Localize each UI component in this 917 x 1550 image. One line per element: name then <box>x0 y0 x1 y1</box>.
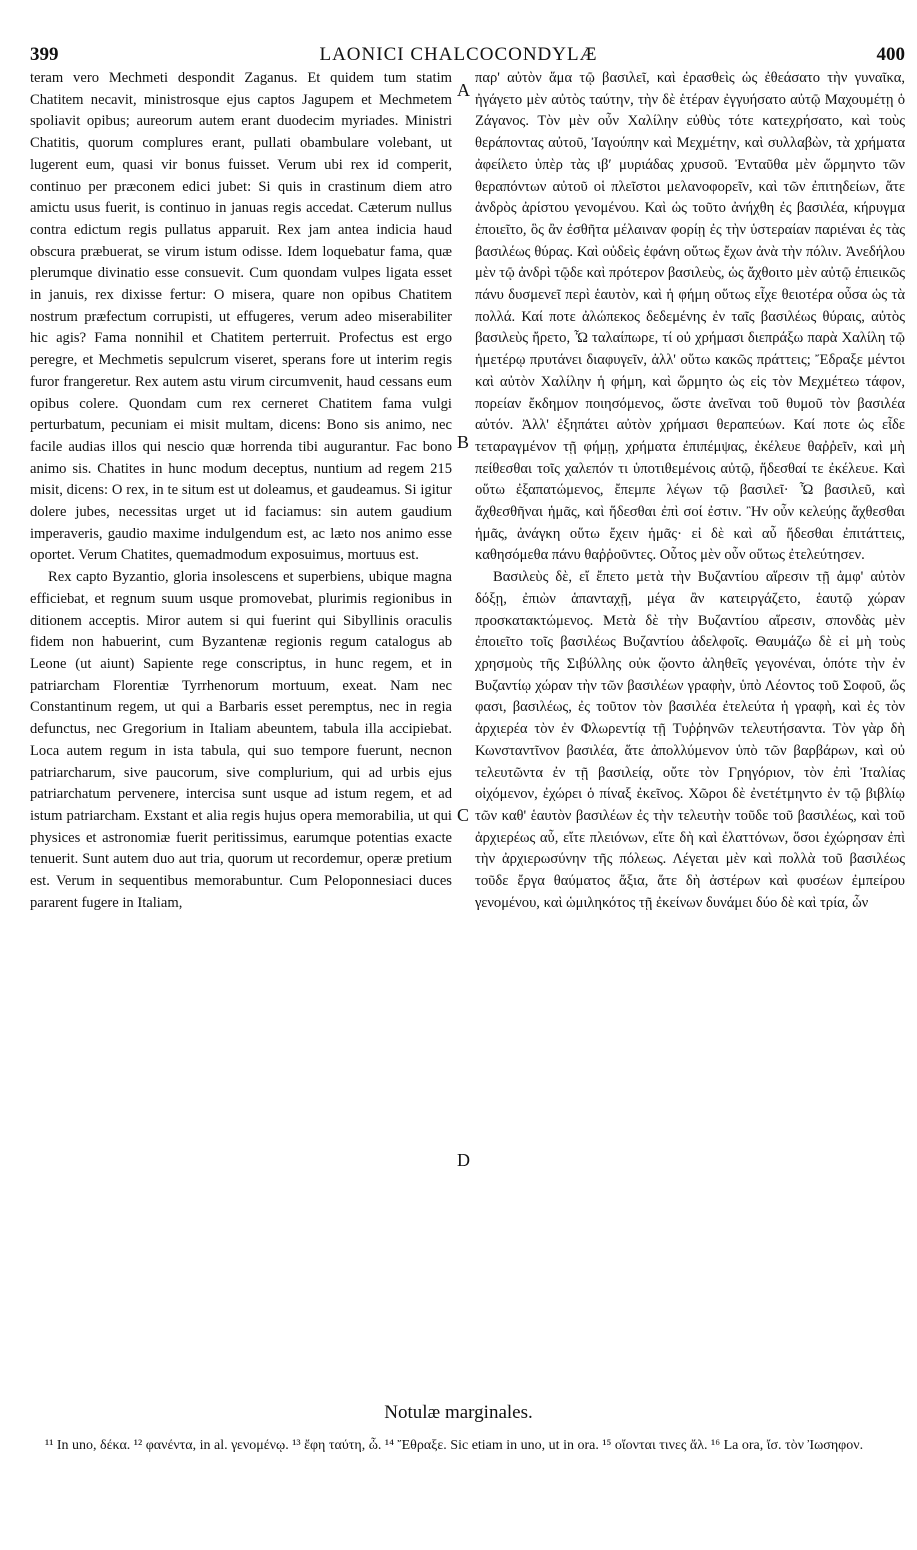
greek-paragraph: παρ' αὐτὸν ἅμα τῷ βασιλεῖ, καὶ ἐρασθεὶς ὡς ἐθεάσατο τὴν γυναῖκα, ἠγάγετο μὲν αὐτὸς ταύτην, τὴν δὲ ἑτέραν ἐγγυήσατο αὐτῷ Μαχουμέτῃ ὁ Ζάγανος. Τὸν μὲν οὖν Χαλίλην εὐθὺς τότε κατεχρήσατο, καὶ τοὺς θεράποντας αὐτοῦ, Ἰαγούπην καὶ Μεχμέτην, καὶ συλλαβὼν, τὰ χρήματα ἀφείλετο ὑπὲρ τὰς ιβʹ μυριάδας χρυσοῦ. Ἐνταῦθα μὲν ὥρμηντο τῶν θεραπόντων αὐτοῦ οἱ πλεῖστοι μελανοφορεῖν, καὶ τῶν ἐπιτηδείων, ἅτε ἀνδρὸς ἀρίστου γενομένου. Καὶ ὡς τοῦτο ἀνήχθη ἐς βασιλέα, κήρυγμα ἐποιεῖτο, ὃς ἂν ἐσθῆτα μέλαιναν φορίῃ ἐς τὴν ὑστεραίαν παριέναι ἐς τὰς βασιλέως θύρας. Καὶ οὐδεὶς ἐφάνη οὕτως ἔχων ἀνὰ τὴν πόλιν. Ἀνεδήλου μὲν τῷ ἀνδρὶ τῷδε καὶ πρότερον βασιλεὺς, ὡς ἄχθοιτο μὲν αὐτῷ ἐπιεικῶς πάνυ δυσμενεῖ περὶ ἑαυτὸν, καὶ ἡ φήμη οὕτως εἶχε θειοτέρα οὖσα ὡς τὰ πολλά. Καί ποτε ἀλώπεκος δεδεμένης ἐν ταῖς βασιλέως θύραις, αὐτὸς βασιλεὺς ἤρετο, Ὦ ταλαίπωρε, τί οὐ χρήμασι διεπράξω παρὰ Χαλίλη τῷ ἡμετέρῳ πρυτάνει διαφυγεῖν, ἀλλ' οὕτω κακῶς πράττεις; Ἔδραξε μέντοι καὶ αὐτὸν Χαλίλην ἡ φήμη, καὶ ὥρμητο ὡς εἰς τὸν Μεχμέτεω τάφον, πορείαν ἔκδημον ποιησόμενος, ὥστε ἀνεῖναι τοῦ θυμοῦ τὸν βασιλέα αὐτόν. Ἀλλ' ἐξηπάτει αὐτὸν χρήμασι θεραπεύων. Καί ποτε ὡς εἶδε τεταραγμένον τῇ φήμῃ, χρήματα ἐπιπέμψας, ἐκέλευε θαῤῥεῖν, καὶ μὴ πείθεσθαι τοῖς χαλεπόν τι ὑποτιθεμένοις αὐτῷ, ἥδεσθαί τε ἐκέλευε. Καὶ οὕτω ἐξαπατώμενος, ἔπεμπε λέγων τῷ βασιλεῖ· Ὦ βασιλεῦ, καὶ ἄχθεσθῆναι ἡμᾶς, καὶ ἥδεσθαι ἐπὶ σοί ἐστιν. Ἢν οὖν κελεύῃς ἄχθεσθαι ἡμᾶς, ἀνάγκη οὕτω ἔχειν ἡμᾶς· εἰ δὲ καὶ αὖ ἥδεσθαι ἐπιτάττεις, καθησόμεθα πάνυ θαῤῥοῦντες. Οὗτος μὲν οὖν οὕτως ἐτελεύτησεν. <box>475 70 905 564</box>
marginal-notes <box>45 1436 895 1456</box>
greek-column <box>475 68 905 914</box>
greek-paragraph: Βασιλεὺς δὲ, εἴ ἔπετο μετὰ τὴν Βυζαντίου αἵρεσιν τῇ ἀμφ' αὐτὸν δόξῃ, ἐπιὼν ἁπανταχῇ, μέγα ἂν κατειργάζετο, ἑαυτῷ χώραν προσκατακτώμενος. Μετὰ δὲ τὴν Βυζαντίου αἵρεσιν, σπονδὰς μὲν ἐποιεῖτο τοῖς βασιλέως Βυζαντίου ἀδελφοῖς. Θαυμάζω δὲ εἰ μὴ τοὺς χρησμοὺς τῆς Σιβύλλης οὐκ ᾤοντο ἀληθεῖς γεγονέναι, ὁπότε τὴν ἐν Βυζαντίῳ χώραν τὴν τῶν βασιλέων γραφὴν, ὑπὸ Λέοντος τοῦ Σοφοῦ, ὥς φασι, βασιλέως, ἐς τοῦτον τὸν βασιλέα ἐτελεύτα ἡ γραφὴ, καὶ ἐς τὸν ἀρχιερέα τὸν ἐν Φλωρεντίᾳ τῇ Τυῤῥηνῶν τελευτήσαντα. Τὸν γὰρ δὴ Κωνσταντῖνον βασιλέα, ἅτε ἀπολλύμενον ὑπὸ τῶν βαρβάρων, καὶ οὐ τελευτῶντα ἐν τῇ βασιλείᾳ, οὔτε τὸν Γρηγόριον, τὸν ἐπὶ Ἰταλίας οἰχόμενον, ἐχώρει ὁ πίναξ ἐκεῖνος. Χῶροι δὲ ἐνετέτμηντο ἐν τῷ βιβλίῳ τῶν καθ' ἑαυτὸν βασιλέων ἐς τὴν τελευτὴν τοῦδε τοῦ βασιλέως, καὶ τοῦ ἀρχιερέως αὖ, εἴτε πλειόνων, εἴτε δὴ καὶ ἐλαττόνων, ὅσοι ἐχώρησαν ἐπὶ τὴν ἀρχιερωσύνην τῆς πόλεως. Λέγεται μὲν καὶ πολλὰ τοῦ βασιλέως τοῦδε ἔργα θαύματος ἄξια, ἅτε δὴ ἀστέρων καὶ φυσέων ἐμπείρου γενομένου, καὶ ὡμιληκότος τῇ ἐκείνων δυνάμει δύο δὲ καὶ τρία, ὧν <box>475 569 905 911</box>
margin-letter-d: D <box>457 1150 470 1170</box>
running-title: LAONICI CHALCOCONDYLÆ <box>319 44 598 65</box>
note-line: ¹¹ In uno, δέκα. ¹² φανέντα, in al. γενομένῳ. ¹³ ἔφη ταύτη, ὦ. ¹⁴ Ἔθραξε. Sic etiam in uno, ut in ora. ¹⁵ οἴονται τινες ἄλ. ¹⁶ La ora, ἴσ. τὸν Ἰωσηφον. <box>45 1438 864 1453</box>
page-number-left: 399 <box>30 44 59 65</box>
margin-letter-c: C <box>457 805 470 825</box>
margin-letter-b: B <box>457 432 470 452</box>
latin-column <box>30 68 452 914</box>
page-number-right: 400 <box>876 44 905 65</box>
margin-letter-a: A <box>457 80 470 100</box>
latin-paragraph: Rex capto Byzantio, gloria insolescens et superbiens, ubique magna efficiebat, et regnum suum usque promovebat, plurimis regionibus in ditionem acceptis. Miror autem si qui fuerint qui Sibyllinis oraculis fidem non habuerint, cum Byzantenæ regionis regum catalogus ab Leone (ut aiunt) Sapiente rege conscriptus, in hunc regem, et in patriarcham Florentiæ Tyrrhenorum mortuum, exeat. Nam nec Constantinum regem, ut qui a Barbaris esset peremptus, nec in regia defunctus, nec Gregorium in Italiam abeuntem, tabula illa accipiebat. Loca autem regum in ista tabula, qui suo tempore fuerunt, necnon patriarcharum, sive paucorum, sive complurium, qui ad urbis ejus patriarchatum pervenere, intercisa sunt usque ad istum regem, et ad istum patriarcham. Exstant et alia regis hujus opera memorabilia, ut qui physices et astronomiæ fuerit peritissimus, earumque potentias exacte tenuerit. Sunt autem duo aut tria, quorum ut recordemur, operæ pretium est. Verum in sequentibus memorabuntur. Cum Peloponnesiaci duces pararent fugere in Italiam, <box>30 569 452 911</box>
latin-paragraph: teram vero Mechmeti despondit Zaganus. Et quidem tum statim Chatitem necavit, ministrosque ejus captos Jagupem et Mechmetem spoliavit opibus; aureorum autem erant duodecim myriades. Ministri Chatitis, quorum complures erant, pullati obambulare volebant, ut lugerent eum, quasi vir bonus fuisset. Verum ubi rex id comperit, continuo per præconem edici jubet: Si quis in crastinum diem atro amictu usus fuerit, is continuo in januas regis accedat. Cæterum nullus contra edictum regis pullatus apparuit. Rex jam antea indicia haud obscura præbuerat, se virum istum odisse. Idem loquebatur fama, quæ plerumque divinatio esse consuevit. Cum quondam vulpes ligata esset in januis, rex dixisse fertur: O misera, quare non opibus Chatitem nostrum præfectum corrupisti, ut effugeres, verum adeo miserabiliter hic agis? Fama nonnihil et Chatitem perterruit. Profectus est ergo peregre, et Mechmetis sepulcrum viseret, sperans fore ut interim regis furor frangeretur. Rex autem astu virum circumvenit, haud cessans eum opibus colere. Quondam cum rex cerneret Chatitem fama vulgi perturbatum, pecuniam ei misit multam, dicens: Bono sis animo, nec facile audias illos qui nescio quæ horrenda tibi augurantur. Fac bono animo sis. Chatites in hunc modum deceptus, nuntium ad regem 215 misit, dicens: O rex, in te situm est ut doleamus, et gaudeamus. Si igitur dolere jubes, necessitas urget ut id faciamus: sin autem gaudium imperaveris, gaudio maxime indulgendum est, ac læto nos animo esse oportet. Verum Chatites, quemadmodum exposuimus, mortuus est. <box>30 70 452 564</box>
notes-title: Notulæ marginales. <box>384 1402 533 1423</box>
